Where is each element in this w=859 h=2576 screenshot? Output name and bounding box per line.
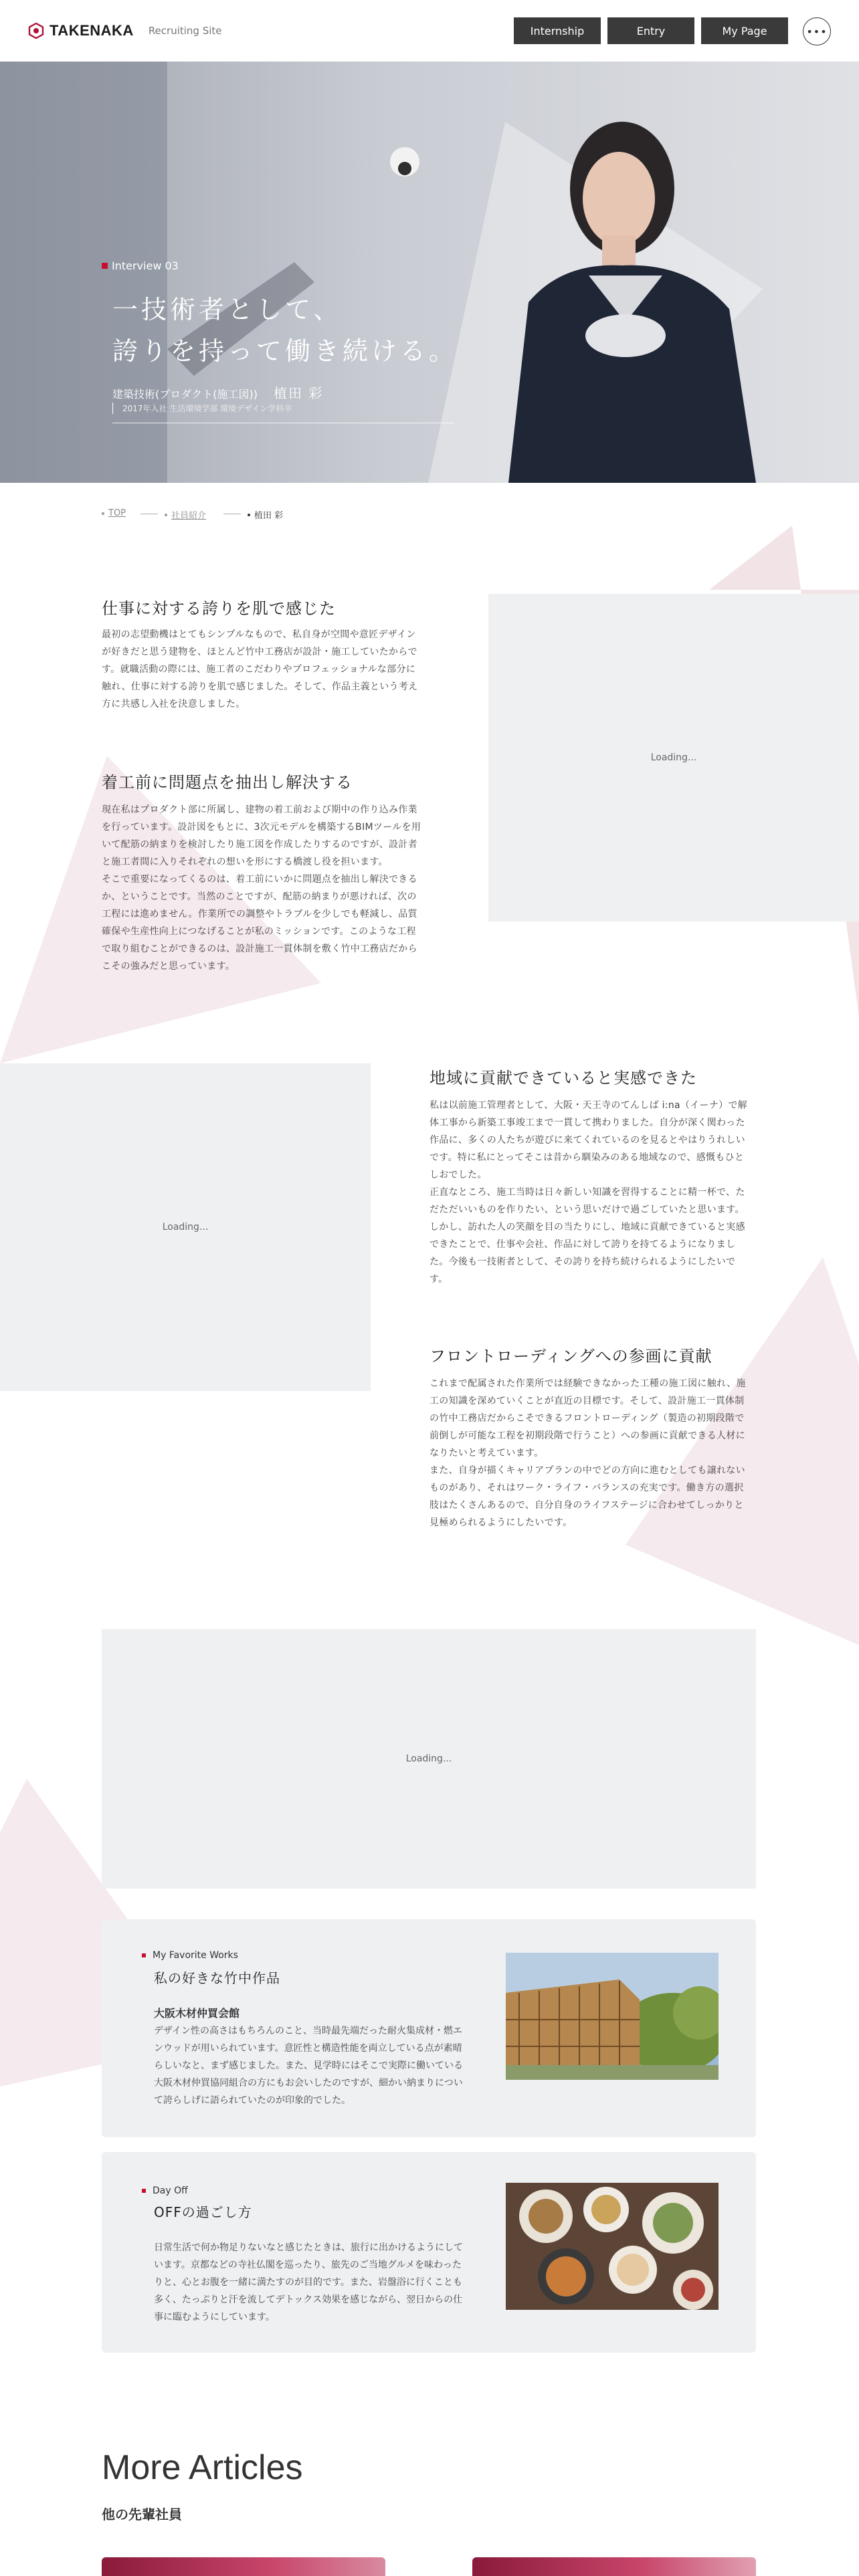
logo-subtitle: Recruiting Site	[148, 25, 222, 37]
section-title: 地域に貢献できていると実感できた	[430, 1069, 697, 1087]
card-title: 私の好きな竹中作品	[154, 1970, 280, 1986]
article-card-thumb[interactable]	[472, 2557, 756, 2576]
breadcrumb-employees[interactable]	[165, 508, 206, 521]
section-body: これまで配属された作業所では経験できなかった工種の施工図に触れ、施工の知識を深めていくことが直近の目標です。そして、設計施工一貫体制の竹中工務店だからこそできるフロントローディング（製造の初期段階で前倒しが可能な工程を初期段階で行うこと）への参画に貢献できる人材になりたいと考えています。 また、自身が描くキャリアプランの中でどの方向に進むとしても譲れないものがあり、それはワーク・ライフ・バランスの充実です。働き方の選択肢はたくさんあるので、自分自身のライフステージに合わせてしっかりと見極められるようにしたいです。	[430, 1378, 746, 1528]
loading-text: Loading...	[405, 1753, 452, 1764]
internship-button[interactable]: Internship	[514, 17, 601, 44]
entry-button[interactable]: Entry	[607, 17, 694, 44]
card-label: Day Off	[142, 2185, 188, 2196]
breadcrumb-dot	[165, 514, 167, 516]
interview-label: Interview 03	[102, 259, 179, 272]
more-articles-subtitle: 他の先輩社員	[102, 2506, 182, 2523]
hero	[0, 62, 859, 483]
logo[interactable]	[28, 21, 222, 40]
card-body: 日常生活で何か物足りないなと感じたときは、旅行に出かけるようにしています。京都などの寺社仏閣を巡ったり、旅先のご当地グルメを味わったりと、心とお腹を一緒に満たすのが目的です。また、岩盤浴に行くことも多く、たっぷりと汗を流してデトックス効果を感じながら、翌日からの仕事に臨むようにしています。	[154, 2242, 463, 2323]
article-card-thumb[interactable]	[102, 2557, 385, 2576]
card-title: OFFの過ごし方	[154, 2204, 252, 2220]
hero-photo	[0, 62, 859, 483]
section-title: 仕事に対する誇りを肌で感じた	[102, 599, 336, 618]
section-body: 私は以前施工管理者として、大阪・天王寺のてんしば i:na（イーナ）で解体工事から新築工事竣工まで一貫して携わりました。自分が深く関わった作品に、多くの人たちが遊びに来てくれているのを見るとやはりうれしいです。特に私にとってそこは昔から馴染みのある地域なので、感慨もひとしおでした。 正直なところ、施工当時は日々新しい知識を習得することに精一杯で、ただただいいものを作りたい、という思いだけで過ごしていたと思います。しかし、訪れた人の笑顔を目の当たりにし、地域に貢献できていると実感できたことで、仕事や会社、作品に対して誇りを持てるようになりました。今後も一技術者として、その誇りを持ち続けられるようにしたいです。	[430, 1100, 748, 1285]
image-placeholder	[488, 594, 859, 922]
card-body: デザイン性の高さはもちろんのこと、当時最先端だった耐火集成材・燃エンウッドが用いられています。意匠性と構造性能を両立している点が素晴らしいなと、まず感じました。また、見学時にはそこで実際に働いている大阪木材仲買協同組合の方にもお会いしたのですが、細かい納まりについて誇らしげに語られていたのが印象的でした。	[154, 2026, 463, 2106]
employee-info	[112, 383, 323, 402]
site-header	[0, 0, 859, 62]
loading-text: Loading...	[650, 752, 697, 763]
hero-title-line: 一技術者として、	[112, 295, 343, 324]
section-body: 最初の志望動機はとてもシンプルなもので、私自身が空間や意匠デザインが好きだと思う建物を、ほとんど竹中工務店が設計・施工していたからです。就職活動の際には、施工者のこだわりやプロフェッショナルな部分に触れ、仕事に対する誇りを肌で感じました。そして、作品主義という考え方に共感し入社を決意しました。	[102, 629, 418, 710]
card-subtitle: 大阪木材仲買会館	[154, 2007, 240, 2020]
breadcrumb-link[interactable]: 社員紹介	[171, 511, 207, 521]
menu-button[interactable]	[803, 17, 831, 45]
section-title: フロントローディングへの参画に貢献	[430, 1347, 712, 1366]
employee-name: 植田 彩	[273, 385, 324, 401]
takenaka-logo-icon	[28, 23, 44, 39]
breadcrumb-dot	[248, 514, 250, 516]
breadcrumb-current-label: 植田 彩	[254, 511, 284, 521]
section-title: 着工前に問題点を抽出し解決する	[102, 773, 353, 792]
card-label: My Favorite Works	[142, 1950, 238, 1961]
hero-title	[112, 289, 458, 372]
more-dots-icon: •••	[806, 25, 828, 38]
loading-text: Loading...	[162, 1222, 209, 1232]
employee-department: 建築技術(プロダクト(施工図))	[112, 388, 258, 401]
image-placeholder	[0, 1063, 371, 1391]
more-articles-title: More Articles	[102, 2448, 303, 2487]
breadcrumb-link[interactable]: TOP	[108, 508, 126, 518]
employee-join-year: 2017年入社 生活環境学部 環境デザイン学科卒	[112, 403, 292, 414]
day-off-food-photo	[506, 2183, 719, 2310]
favorite-building-photo	[506, 1953, 719, 2080]
hero-title-line: 誇りを持って働き続ける。	[112, 336, 458, 366]
breadcrumb-current	[248, 508, 283, 521]
breadcrumb-dot	[102, 512, 104, 515]
day-off-card	[102, 2152, 756, 2353]
breadcrumb-top[interactable]	[102, 508, 126, 518]
video-placeholder[interactable]	[102, 1629, 756, 1889]
logo-text: TAKENAKA	[50, 22, 134, 39]
favorite-works-card	[102, 1919, 756, 2137]
mypage-button[interactable]: My Page	[701, 17, 788, 44]
section-body: 現在私はプロダクト部に所属し、建物の着工前および期中の作り込み作業を行っています。設計図をもとに、3次元モデルを構築するBIMツールを用いて配筋の納まりを検討したり施工図を作成したりするのですが、設計者と施工者間に入りそれぞれの想いを形にする橋渡し役を担います。 そこで重要になってくるのは、着工前にいかに問題点を抽出し解決できるか、ということです。当然のことですが、配筋の納まりが悪ければ、次の工程には進めません。作業所での調整やトラブルを少しでも軽減し、品質確保や生産性向上につなげることが私のミッションです。このような工程で取り組むことができるのは、設計施工一貫体制を敷く竹中工務店だからこその強みだと思っています。	[102, 804, 421, 972]
